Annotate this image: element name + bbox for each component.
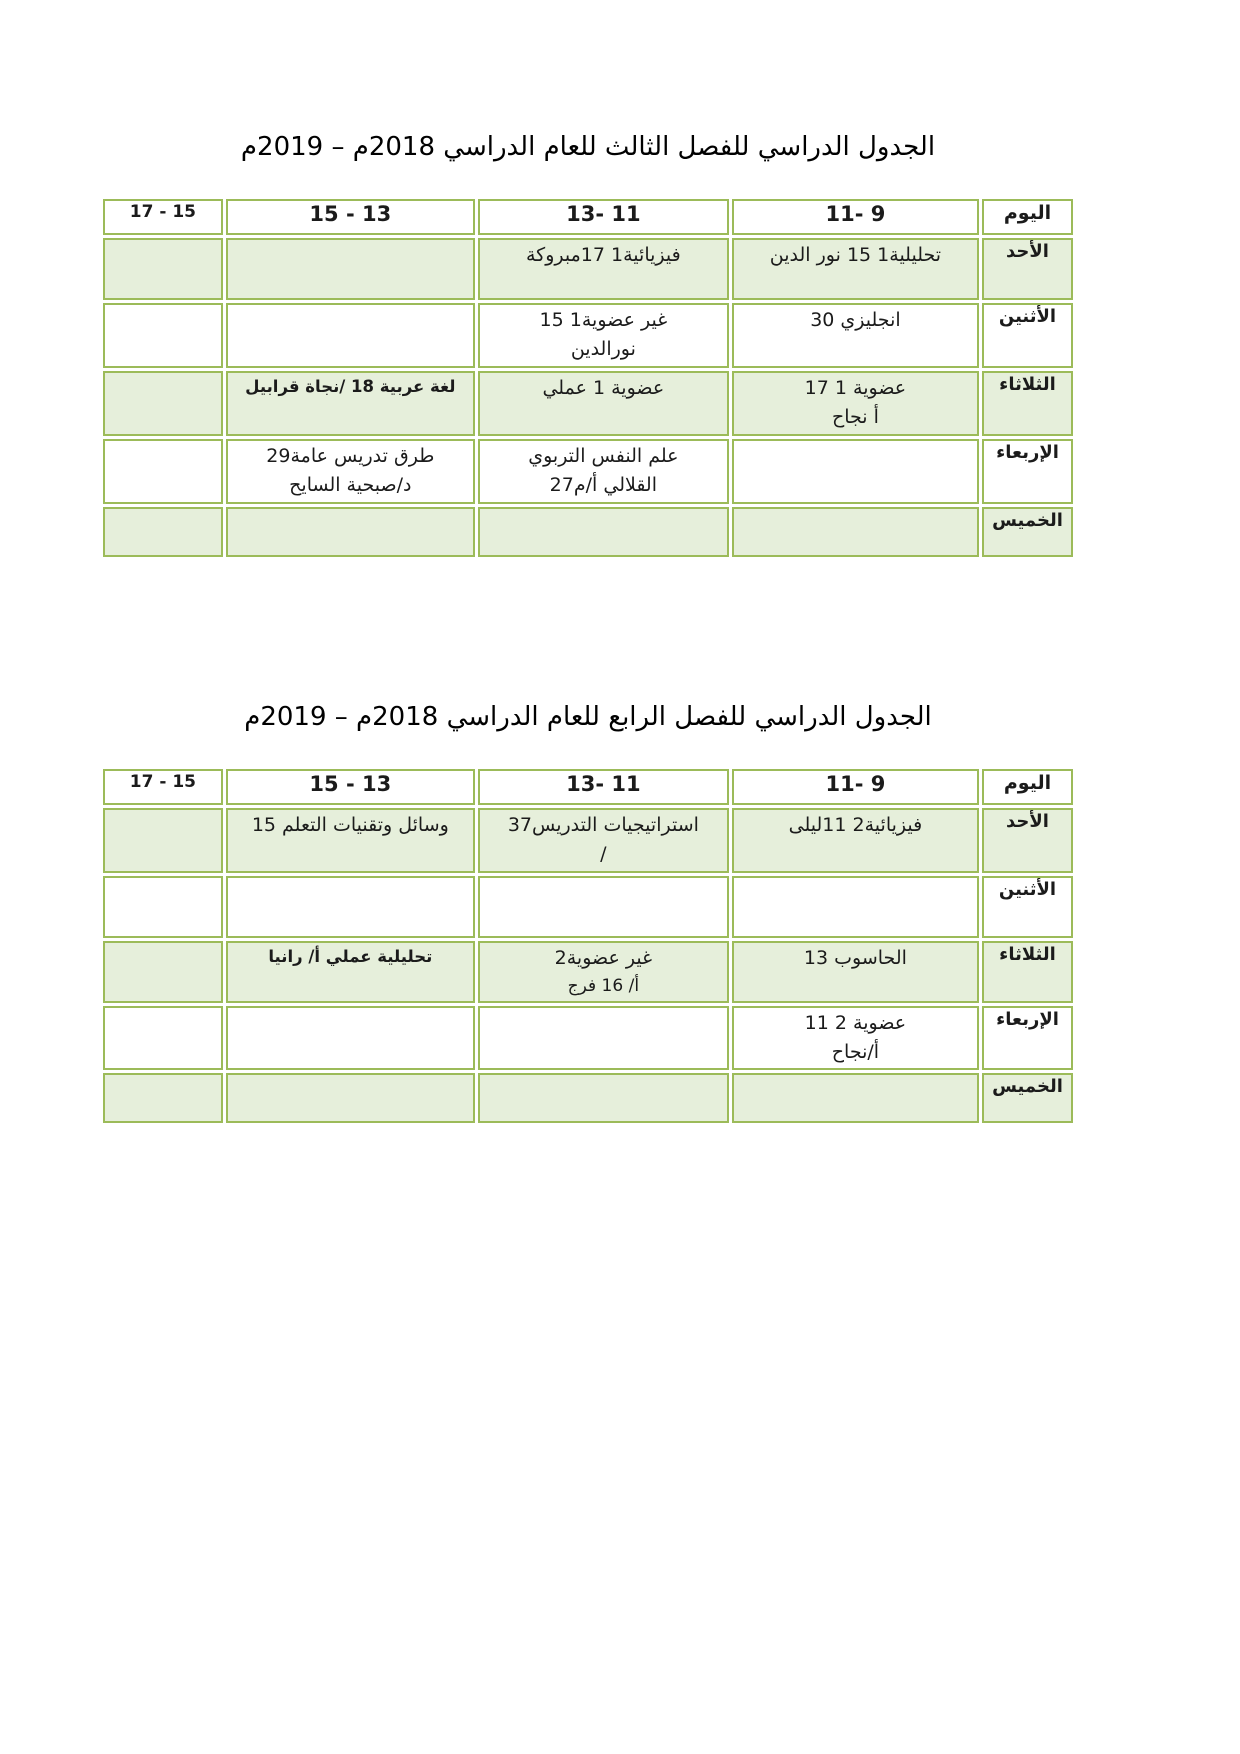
timetable-cell: [732, 808, 979, 873]
timetable-cell: [478, 941, 729, 1003]
timetable-cell: [103, 876, 223, 938]
timetable-cell: [103, 941, 223, 1003]
timetable-cell: [103, 507, 223, 557]
timeslot-header-row: [103, 199, 1073, 235]
timetable-row: [103, 439, 1073, 504]
time-slot-header: [478, 769, 729, 805]
timetable-cell: [103, 238, 223, 300]
cell-text-line: طرق تدريس عامة29: [266, 444, 435, 467]
timetable-cell: [226, 439, 475, 504]
timetable-cell: [226, 238, 475, 300]
timetable-cell: [478, 238, 729, 300]
time-slot-header: [226, 199, 475, 235]
timetable-cell: [732, 303, 979, 368]
cell-text-line: انجليزي 30: [810, 309, 901, 331]
time-slot-header: [732, 199, 979, 235]
cell-text-line: نورالدين: [570, 338, 636, 361]
timetable-cell: [226, 1006, 475, 1071]
timetable-cell: [732, 238, 979, 300]
day-label: الخميس: [982, 1073, 1073, 1123]
time-slot-header: [103, 199, 223, 235]
day-label: الثلاثاء: [982, 941, 1073, 1003]
cell-text-line: لغة عربية 18 /نجاة قرابيل: [245, 376, 456, 396]
cell-text-line: عضوية 1 عملي: [542, 376, 665, 399]
timetable-cell: [732, 1073, 979, 1123]
timetable-row: [103, 1006, 1073, 1071]
timetable-cell: [103, 303, 223, 368]
cell-text-line: غير عضوية1 15: [539, 309, 668, 331]
timetable-cell: [103, 371, 223, 436]
timetable-cell: [732, 439, 979, 504]
timetable-row: [103, 808, 1073, 873]
time-slot-header: [478, 199, 729, 235]
timetable-cell: [226, 371, 475, 436]
day-column-header: اليوم: [982, 199, 1073, 235]
cell-text-line: /: [600, 843, 607, 866]
time-slot-label: 17 - 15: [129, 202, 196, 222]
timetable-row: [103, 876, 1073, 938]
cell-text-line: تحليلية1 15 نور الدين: [769, 244, 942, 266]
cell-text-line: استراتيجيات التدريس37: [507, 813, 699, 836]
schedule-title-term3: الجدول الدراسي للفصل الثالث للعام الدراسي 2018م – 2019م: [240, 132, 936, 162]
day-column-header: اليوم: [982, 769, 1073, 805]
day-label: الأحد: [982, 808, 1073, 873]
day-label: الأثنين: [982, 303, 1073, 368]
time-slot-header: [732, 769, 979, 805]
cell-text-line: علم النفس التربوي: [528, 444, 679, 467]
cell-text-line: د/صبحية السايح: [289, 474, 412, 497]
timetable-row: [103, 941, 1073, 1003]
timetable-cell: [732, 941, 979, 1003]
timetable-cell: [478, 303, 729, 368]
time-slot-label: 17 - 15: [129, 771, 196, 792]
cell-text-line: وسائل وتقنيات التعلم 15: [251, 813, 449, 836]
time-slot-label: 11- 9: [825, 771, 886, 796]
time-slot-label: 11- 9: [825, 202, 886, 226]
day-label: الإربعاء: [982, 439, 1073, 504]
timetable-row: [103, 303, 1073, 368]
timetable-cell: [226, 507, 475, 557]
cell-text-line: أ نجاح: [831, 406, 879, 429]
cell-text-line: الحاسوب 13: [803, 946, 907, 969]
timetable-cell: [478, 371, 729, 436]
cell-text-line: عضوية 1 17: [804, 376, 907, 399]
timetable-cell: [478, 808, 729, 873]
cell-text-line: فيزيائية2 11ليلى: [788, 813, 923, 836]
day-label: الخميس: [982, 507, 1073, 557]
timetable-cell: [732, 1006, 979, 1071]
time-slot-label: 15 - 13: [309, 771, 392, 796]
cell-text-line: غير عضوية2: [554, 946, 653, 969]
day-label: الأثنين: [982, 876, 1073, 938]
timetable-cell: [732, 371, 979, 436]
day-label: الإربعاء: [982, 1006, 1073, 1071]
schedule-table-term4: [100, 766, 1076, 1127]
cell-text-line: أ/نجاح: [831, 1040, 880, 1063]
timetable-cell: [478, 439, 729, 504]
timetable-cell: [226, 941, 475, 1003]
time-slot-label: 13- 11: [566, 771, 641, 796]
timetable-row: [103, 371, 1073, 436]
timetable-row: [103, 238, 1073, 300]
timetable-row: [103, 1073, 1073, 1123]
day-label: الأحد: [982, 238, 1073, 300]
timetable-cell: [226, 808, 475, 873]
timetable-cell: [103, 1073, 223, 1123]
cell-text-line: 27أ/م‎ القلالي: [549, 474, 658, 497]
timetable-cell: [226, 876, 475, 938]
cell-text-line: أ/ 16 فرج: [567, 975, 640, 996]
schedule-section-term4: [100, 702, 1076, 1127]
cell-text-line: فيزيائية1 17مبروكة: [525, 244, 681, 266]
cell-text-line: عضوية 2 11: [804, 1011, 907, 1034]
timetable-cell: [478, 1073, 729, 1123]
timetable-cell: [103, 439, 223, 504]
timetable-row: [103, 507, 1073, 557]
timetable-cell: [478, 876, 729, 938]
timetable-cell: [732, 876, 979, 938]
timetable-cell: [478, 507, 729, 557]
cell-text-line: تحليلية عملي أ/ رانيا: [268, 946, 433, 966]
timetable-cell: [103, 1006, 223, 1071]
timetable-cell: [226, 1073, 475, 1123]
schedule-title-term4: الجدول الدراسي للفصل الرابع للعام الدراسي 2018م – 2019م: [244, 701, 932, 732]
timetable-cell: [103, 808, 223, 873]
time-slot-header: [226, 769, 475, 805]
time-slot-label: 13- 11: [566, 202, 641, 226]
time-slot-label: 15 - 13: [309, 202, 392, 226]
timetable-cell: [226, 303, 475, 368]
day-label: الثلاثاء: [982, 371, 1073, 436]
timetable-cell: [478, 1006, 729, 1071]
schedule-table-term3: [100, 196, 1076, 560]
timeslot-header-row: [103, 769, 1073, 805]
time-slot-header: [103, 769, 223, 805]
timetable-cell: [732, 507, 979, 557]
schedule-section-term3: [100, 132, 1076, 560]
